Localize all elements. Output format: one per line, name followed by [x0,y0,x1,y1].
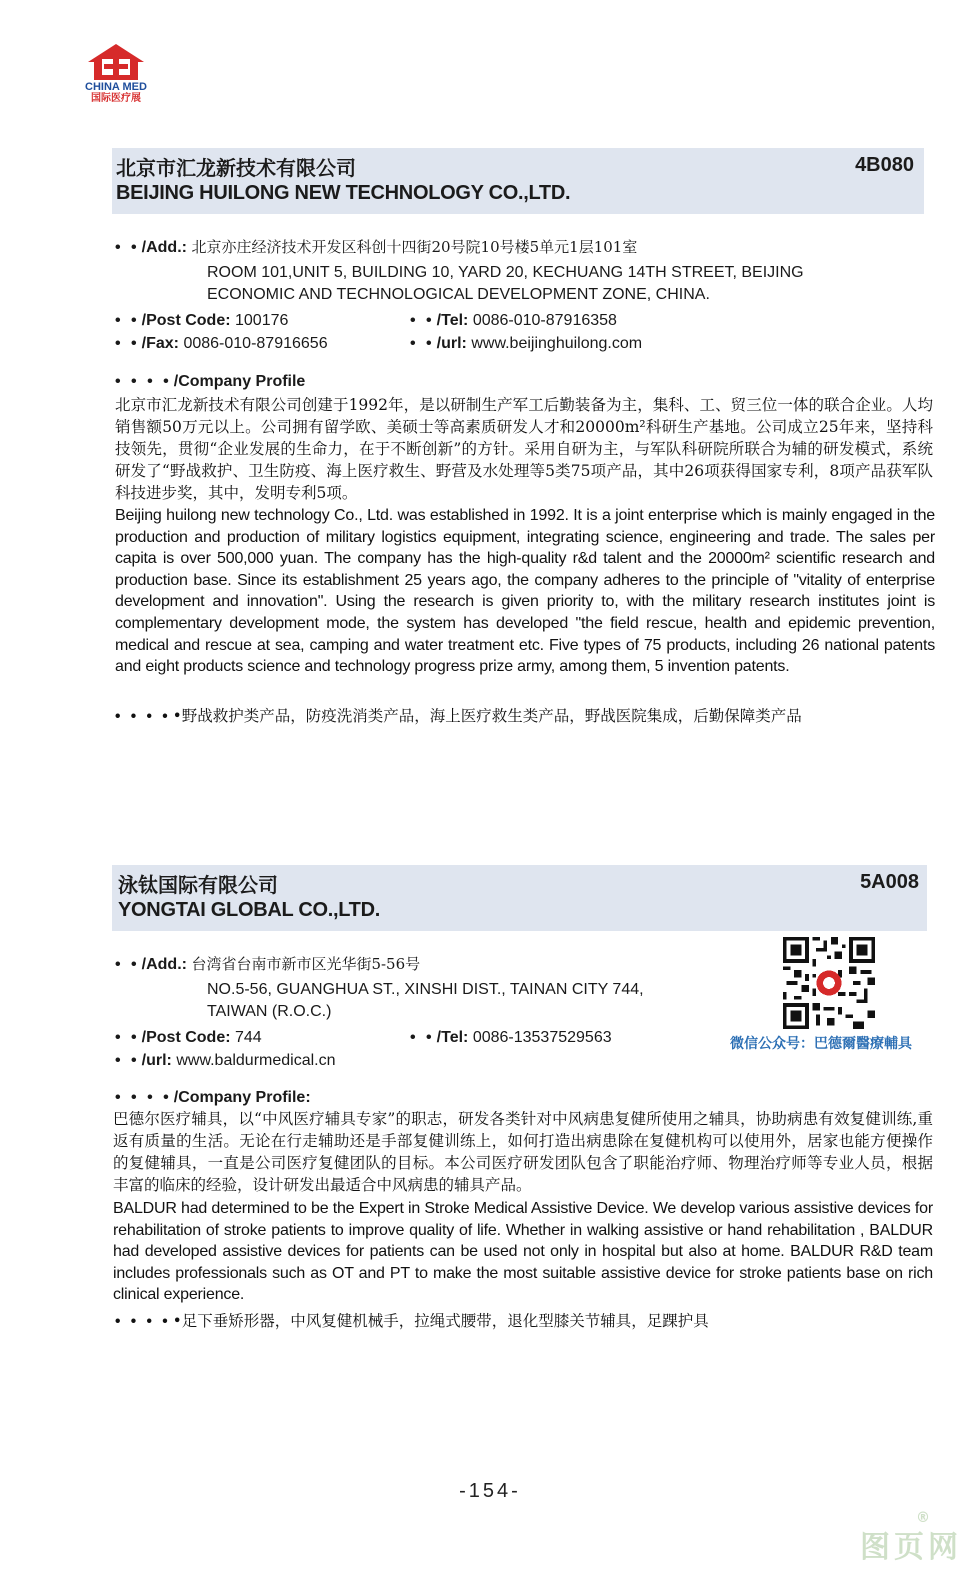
post-code-value: 744 [235,1029,262,1046]
profile-cn: 巴德尔医疗辅具，以“中风医疗辅具专家”的职志，研发各类针对中风病患复健所使用之辅具，协助病患有效复健训练,重返有质量的生活。无论在行走辅助还是手部复健训练上，如何打造出病患除在复健机构可以使用外，居家也能方便操作的复健辅具，一直是公司医疗复健团队的目标。本公司医疗研发团队包含了职能治疗师、物理治疗师等专业人员，根据丰富的临床的经验，设计研发出最适合中风病患的辅具产品。 [113,1110,933,1194]
watermark-text: 图页网 [860,1530,962,1565]
products-list: •足下垂矫形器，中风复健机械手，拉绳式腰带，退化型膝关节辅具，足踝护具 [172,1312,709,1330]
profile-en: Beijing huilong new technology Co., Ltd. was established in 1992. It is a joint enterprise which is mainly engaged in the production and production of military logistics equipment, integrating science, engineering and trade. The sales per capita is over 500,000 yuan. The company has the high-quality r&d talent and the 20000m² scientific research and production base. Since its establishment 25 years ago, the company adheres to the principle of "vitality of enterprise development and innovation". Using the research is given priority to, with the military research institutes joint is complementary development mode, the system has developed "the field rescue, health and epidemic prevention, medical and rescue at sea, camping and water treatment etc. Five types of 75 products, including 26 national patents and eight products science and technology progress prize army, among them, 5 invention patents. [115,507,935,676]
post-code-value: 100176 [235,312,289,329]
wechat-caption: 微信公众号：巴德爾醫療輔具 [730,1036,912,1052]
logo-line2: 国际医疗展 [91,93,141,104]
logo-house-icon [74,42,158,82]
post-code-row: • • /Post Code: 100176 [115,312,289,329]
fax-value: 0086-010-87916656 [183,335,328,352]
tel-value: 0086-010-87916358 [472,312,617,329]
products-list: •野战救护类产品，防疫洗消类产品，海上医疗救生类产品，野战医院集成，后勤保障类产品 [172,707,802,725]
address-cn: 台湾省台南市新市区光华街5-56号 [191,955,421,973]
tel-row: • • /Tel: 0086-010-87916358 [410,312,617,329]
company-header [112,148,924,214]
company-header [112,865,927,931]
profile-en: BALDUR had determined to be the Expert in Stroke Medical Assistive Device. We develop various assistive devices for rehabilitation of stroke patients to improve quality of life. Whether in walking assistive or hand rehabilitation , BALDUR had developed assistive devices for patients can be used not only in hospital but also at home. BALDUR R&D team includes professionals such as OT and PT to make the most suitable assistive device for stroke patients base on rich clinical experience. [113,1200,933,1304]
address-row: • • /Add.: 北京亦庄经济技术开发区科创十四街20号院10号楼5单元1层101室 [115,238,638,256]
address-label: /Add.: [141,239,187,256]
address-en-line1: NO.5-56, GUANGHUA ST., XINSHI DIST., TAINAN CITY 744, [207,981,644,998]
watermark [860,1510,962,1566]
profile-label: /Company Profile [173,373,306,390]
address-cn: 北京亦庄经济技术开发区科创十四街20号院10号楼5单元1层101室 [191,238,638,256]
tel-label: /Tel: [436,312,469,329]
address-label: /Add.: [141,956,187,973]
tel-label: /Tel: [436,1029,469,1046]
url-row: • • /url: www.baldurmedical.cn [115,1052,336,1069]
address-row: • • /Add.: 台湾省台南市新市区光华街5-56号 [115,955,421,973]
fax-row: • • /Fax: 0086-010-87916656 [115,335,328,352]
tel-value: 0086-13537529563 [472,1029,612,1046]
profile-heading: • • • • /Company Profile [115,373,306,390]
url-value[interactable]: www.baldurmedical.cn [176,1052,336,1069]
products-row: • • • • •野战救护类产品，防疫洗消类产品，海上医疗救生类产品，野战医院集成，后勤保障类产品 [115,707,802,725]
company-name-cn: 北京市汇龙新技术有限公司 [116,156,356,180]
products-row: • • • • •足下垂矫形器，中风复健机械手，拉绳式腰带，退化型膝关节辅具，足踝护具 [115,1312,709,1330]
page-number: -154- [459,1480,521,1502]
post-code-label: /Post Code: [141,1029,231,1046]
registered-icon: ® [916,1510,934,1526]
profile-heading: • • • • /Company Profile: [115,1089,311,1106]
booth-number: 4B080 [855,154,914,176]
address-en-line2: ECONOMIC AND TECHNOLOGICAL DEVELOPMENT ZONE, CHINA. [207,286,710,303]
profile-cn: 北京市汇龙新技术有限公司创建于1992年，是以研制生产军工后勤装备为主，集科、工、贸三位一体的联合企业。人均销售额50万元以上。公司拥有留学欧、美硕士等高素质研发人才和20000m²科研生产基地。公司成立25年来，坚持科技领先，贯彻“企业发展的生命力，在于不断创新”的方针。采用自研为主，与军队科研院所联合为辅的研发模式，系统研发了“野战救护、卫生防疫、海上医疗救生、野营及水处理等5类75项产品，其中26项获得国家专利，8项产品获军队科技进步奖，其中，发明专利5项。 [115,396,933,502]
url-row: • • /url: www.beijinghuilong.com [410,335,643,352]
address-en-line2: TAIWAN (R.O.C.) [207,1003,332,1020]
company-name-en: YONGTAI GLOBAL CO.,LTD. [118,899,380,921]
post-code-row: • • /Post Code: 744 [115,1029,262,1046]
booth-number: 5A008 [860,871,919,893]
logo-line1: CHINA MED [85,81,147,93]
url-label: /url: [436,335,467,352]
china-med-logo [74,42,158,106]
company-name-cn: 泳钛国际有限公司 [118,873,278,897]
fax-label: /Fax: [141,335,179,352]
company-name-en: BEIJING HUILONG NEW TECHNOLOGY CO.,LTD. [116,182,571,204]
url-value[interactable]: www.beijinghuilong.com [471,335,643,352]
tel-row: • • /Tel: 0086-13537529563 [410,1029,612,1046]
qr-code-icon [783,937,875,1029]
logo-text [74,82,158,104]
address-en-line1: ROOM 101,UNIT 5, BUILDING 10, YARD 20, KECHUANG 14TH STREET, BEIJING [207,264,804,281]
url-label: /url: [141,1052,172,1069]
profile-label: /Company Profile: [173,1089,311,1106]
post-code-label: /Post Code: [141,312,231,329]
